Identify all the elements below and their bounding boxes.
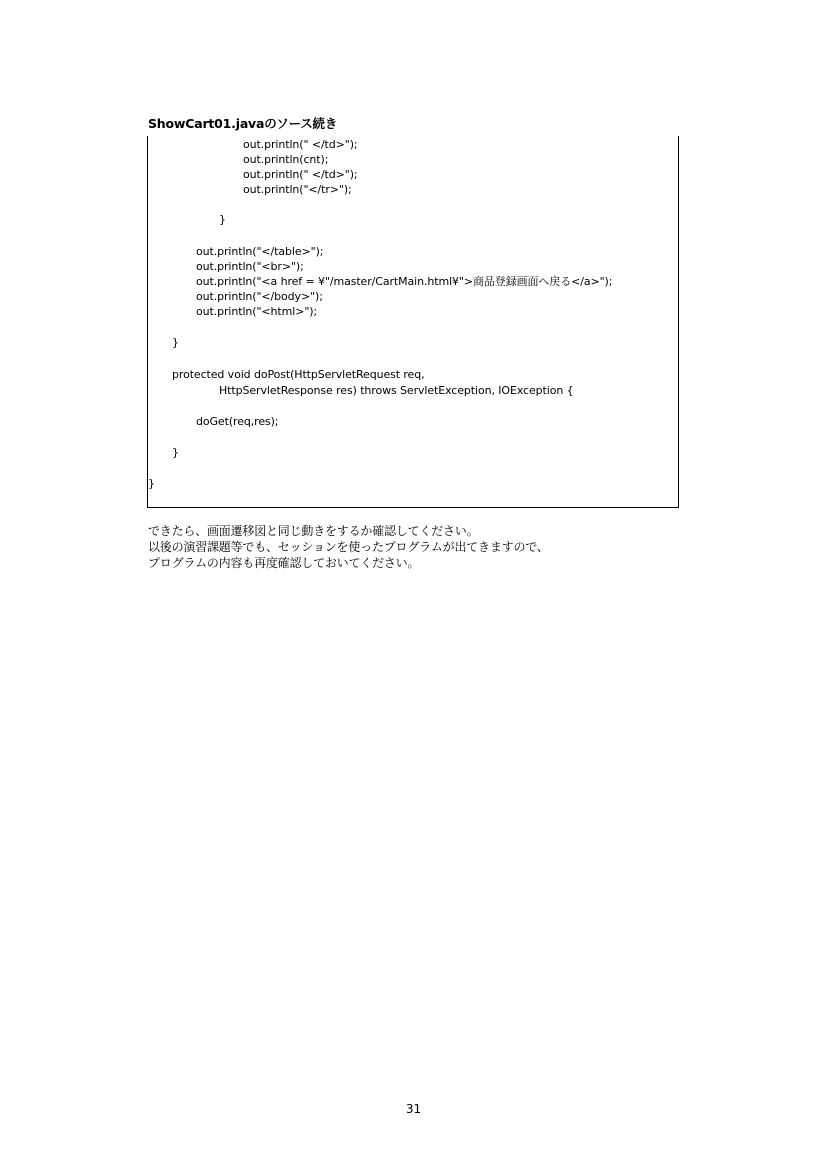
paragraph-line: プログラムの内容も再度確認しておいてください。 <box>148 556 420 570</box>
code-line: out.println(" </td>"); <box>243 168 358 181</box>
code-line: HttpServletResponse res) throws ServletException, IOException { <box>219 384 574 397</box>
code-line: out.println(" </td>"); <box>243 138 358 151</box>
section-title: ShowCart01.javaのソース続き <box>148 116 338 131</box>
code-line: } <box>219 213 226 226</box>
code-line: out.println(cnt); <box>243 153 329 166</box>
code-line: } <box>148 477 155 490</box>
page-number: 31 <box>405 1102 422 1116</box>
code-line: out.println("</tr>"); <box>243 183 352 196</box>
paragraph-line: 以後の演習課題等でも、セッションを使ったプログラムが出てきますので、 <box>148 540 549 554</box>
code-line: out.println("<html>"); <box>196 305 318 318</box>
code-line: out.println("</body>"); <box>196 290 323 303</box>
code-listing-box <box>147 136 679 508</box>
code-line: doGet(req,res); <box>196 415 279 428</box>
paragraph-line: できたら、画面遷移図と同じ動きをするか確認してください。 <box>148 524 479 538</box>
code-line: out.println("<br>"); <box>196 260 304 273</box>
code-line: } <box>172 336 179 349</box>
code-line: out.println("</table>"); <box>196 245 324 258</box>
code-line: } <box>172 446 179 459</box>
code-line: protected void doPost(HttpServletRequest req, <box>172 368 425 381</box>
code-line: out.println("<a href = ¥"/master/CartMain.html¥">商品登録画面へ戻る</a>"); <box>196 275 613 288</box>
